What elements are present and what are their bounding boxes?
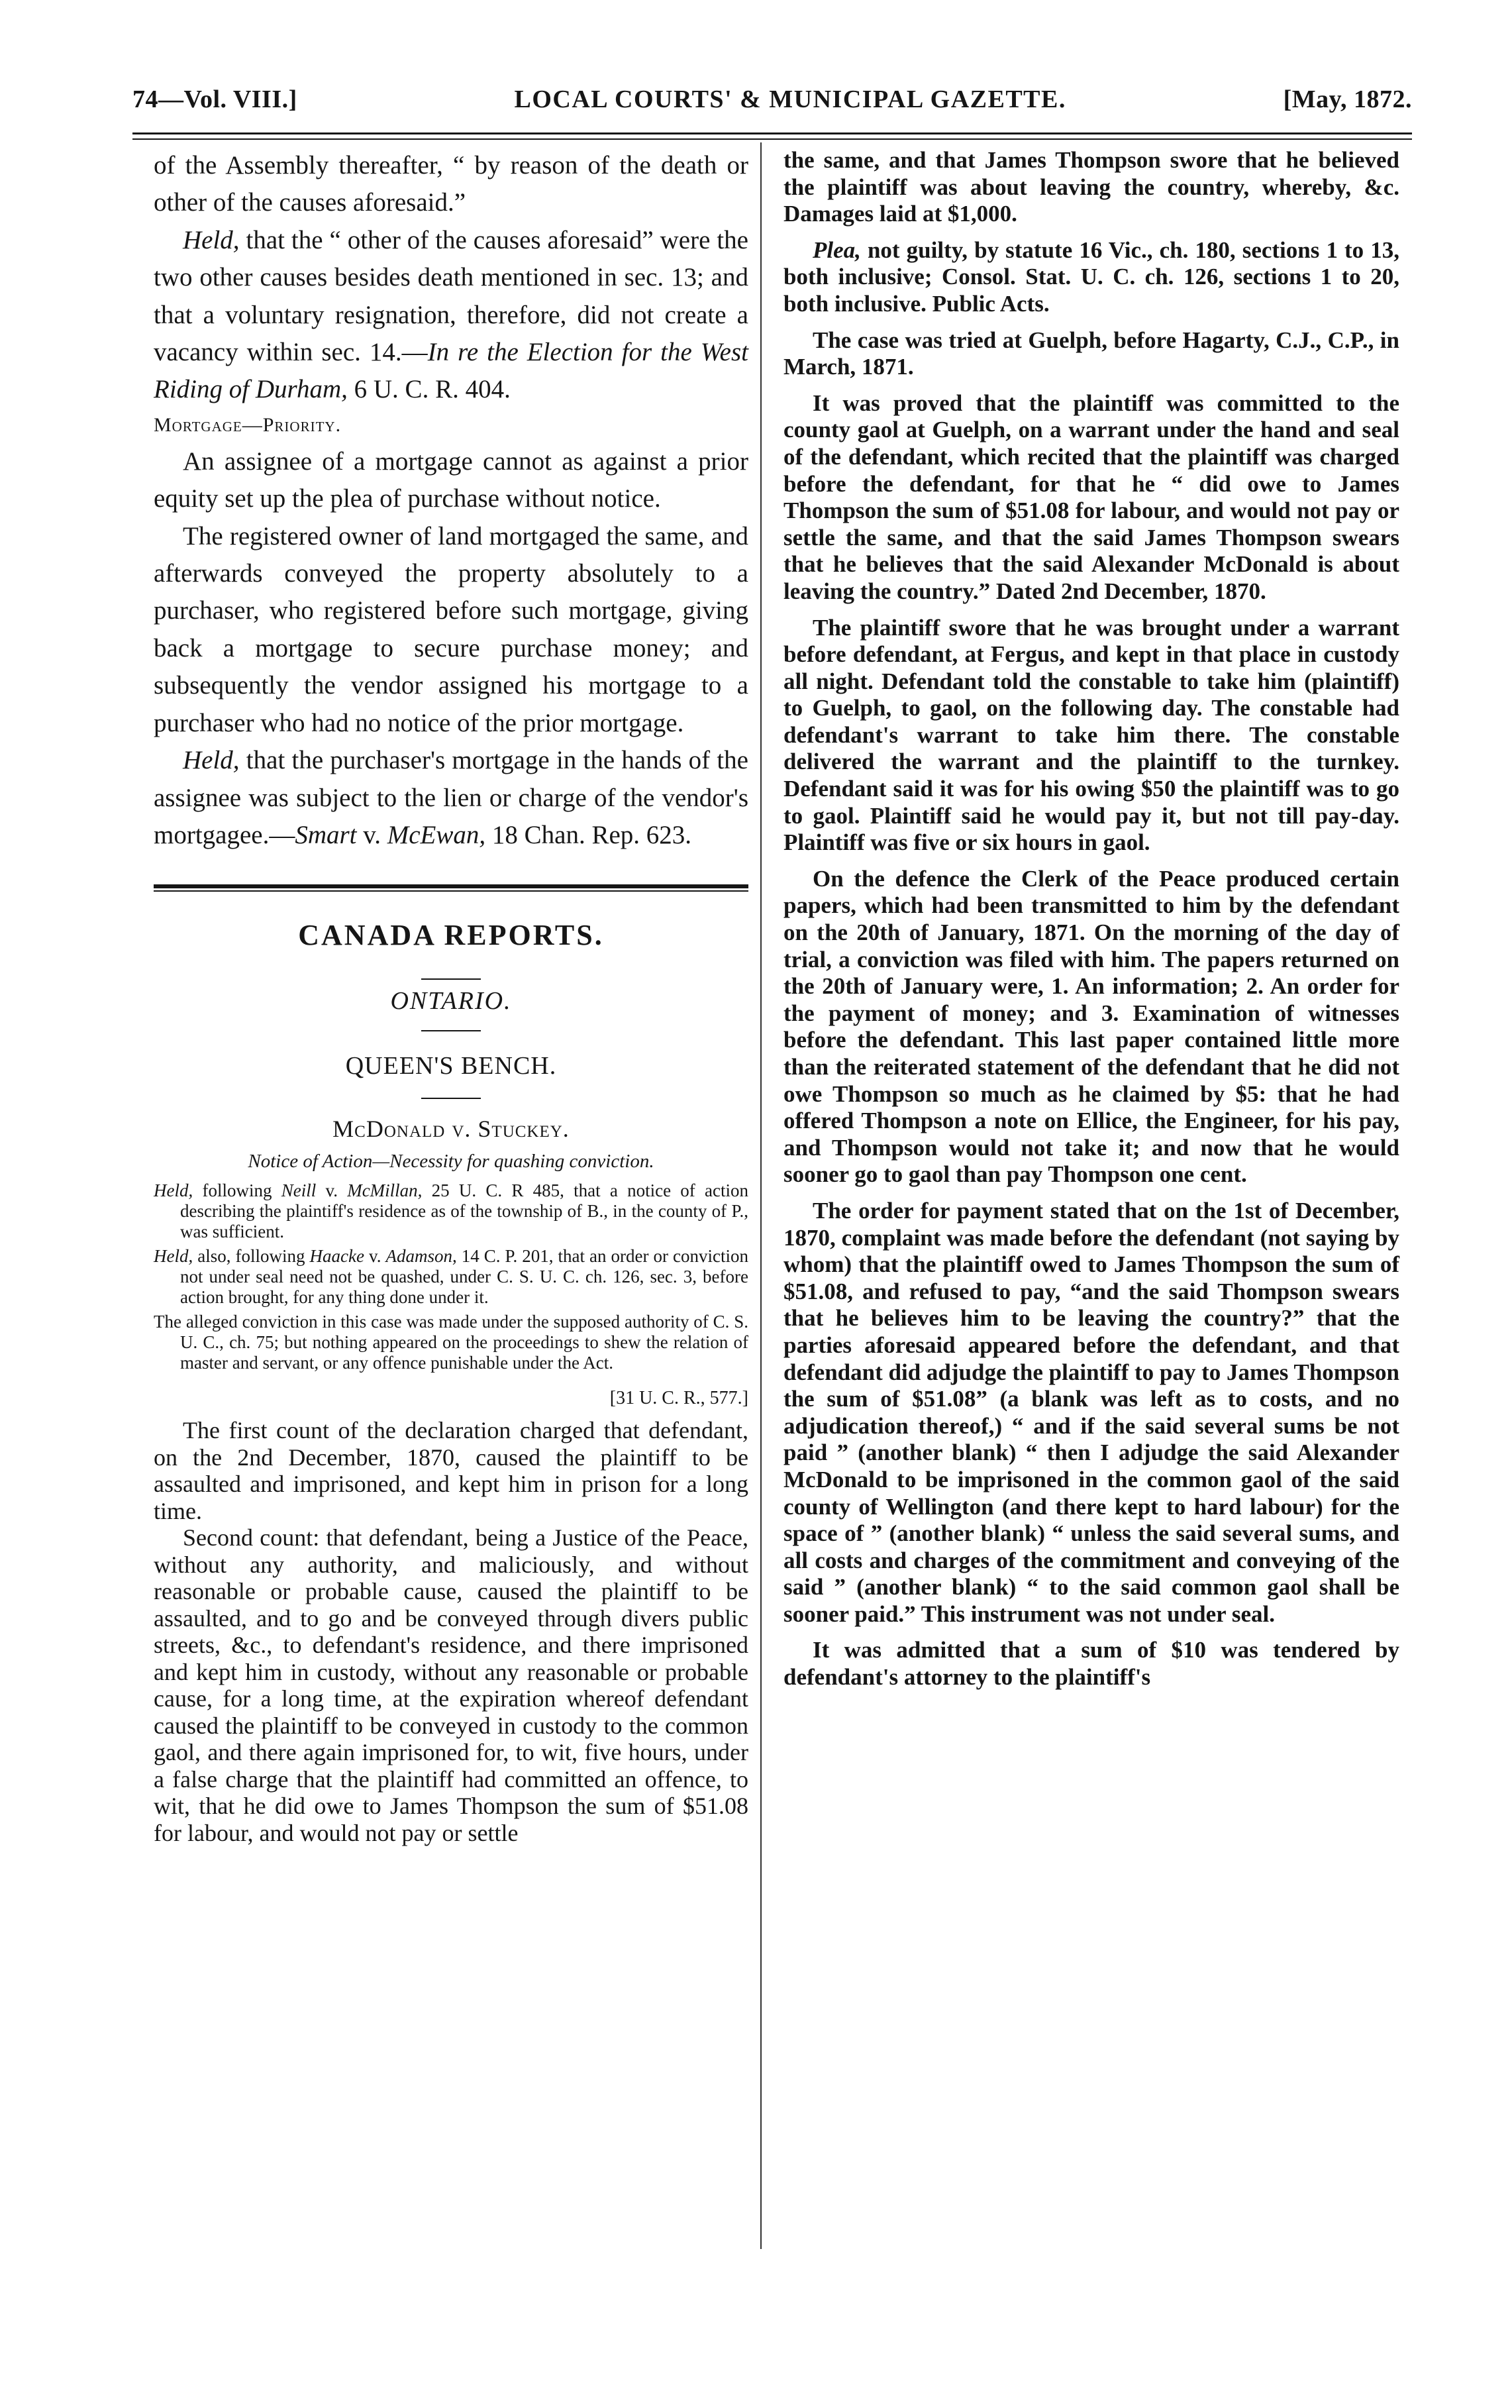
paragraph: The first count of the declaration charged that defendant, on the 2nd December, 1870, caused the plaintiff to be assaulted and imprisoned, and kept him in prison for a long time.: [154, 1417, 748, 1524]
case-citation: 18 Chan. Rep. 623.: [485, 820, 692, 849]
header-volume: 74—Vol. VIII.]: [132, 85, 297, 113]
case-name: McMillan,: [347, 1180, 423, 1201]
held-label: Held,: [183, 746, 240, 775]
held-label: Held,: [183, 225, 240, 254]
headnote-text: 25 U. C. R 485, that a notice of action describing the plaintiff's residence as of the township of B., in the county of P., was sufficient.: [180, 1180, 749, 1242]
case-name: Neill: [281, 1180, 317, 1201]
case-citation: 6 U. C. R. 404.: [347, 375, 511, 404]
paragraph: [783, 237, 1399, 318]
paragraph: [154, 742, 748, 854]
section-rule: [154, 884, 748, 892]
headnote: The alleged conviction in this case was made under the supposed authority of C. S. U. C., ch. 75; but nothing appeared on the proceedings to shew the relation of master and servant, or any offence punishable under the Act.: [154, 1312, 748, 1373]
headnote: [154, 1246, 748, 1308]
versus: v.: [364, 1246, 386, 1267]
left-mortgage-text: [154, 443, 748, 854]
report-citation: [31 U. C. R., 577.]: [609, 1388, 748, 1409]
paragraph: The registered owner of land mortgaged the same, and afterwards conveyed the property absolutely to a purchaser, who registered before such mortgage, giving back a mortgage to secure purchase money; and subsequently the vendor assigned his mortgage to a purchaser who had no notice of the prior mortgage.: [154, 521, 748, 737]
paragraph: The case was tried at Guelph, before Hagarty, C.J., C.P., in March, 1871.: [783, 327, 1399, 380]
page-header: [132, 85, 1412, 125]
left-upper-text: [154, 147, 748, 409]
case-name: Adamson,: [385, 1246, 457, 1267]
paragraph: The order for payment stated that on the 1st of December, 1870, complaint was made before the defendant (not saying by whom) that the plaintiff owed to James Thompson the sum of $51.08, and refused to pay, “and the said Thompson swears that he believes him to be leaving the country?” that the parties aforesaid appeared before the defendant, and that defendant did adjudge the plaintiff to pay to James Thompson the sum of $51.08” (a blank was left as to costs, and no adjudication thereof,) “ and if the said several sums be not paid ” (another blank) “ then I adjudge the said Alexander McDonald to be imprisoned in the common gaol of the said county of Wellington (and there kept to hard labour) for the space of ” (another blank) “ unless the said several sums, and all costs and charges of the commitment and conveying of the said ” (another blank) “ to the said common gaol shall be sooner paid.” This instrument was not under seal.: [783, 1197, 1399, 1627]
headnote-text: 14 C. P. 201, that an order or conviction not under seal need not be quashed, under C. S. U. C. ch. 126, sec. 3, before action brought, for any thing done under it.: [180, 1246, 748, 1308]
left-column: [154, 147, 748, 1846]
paragraph: of the Assembly thereafter, “ by reason of the death or other of the causes aforesaid.”: [154, 151, 748, 217]
paragraph-text: not guilty, by statute 16 Vic., ch. 180, sections 1 to 13, both inclusive; Consol. Stat. U. C. ch. 126, sections 1 to 20, both inclusive. Public Acts.: [783, 236, 1399, 317]
paragraph: An assignee of a mortgage cannot as against a prior equity set up the plea of purchase without notice.: [154, 446, 748, 513]
case-name: Haacke: [309, 1246, 364, 1267]
versus: v.: [316, 1180, 348, 1201]
held-label: Held,: [154, 1246, 193, 1267]
short-rule: [421, 1098, 481, 1099]
paragraph: The plaintiff swore that he was brought under a warrant before defendant, at Fergus, and kept in that place in custody all night. Defendant told the constable to take him (plaintiff) to Guelph, to gaol, on the following day. The constable had defendant's warrant to take him there. The constable delivered the warrant and the plaintiff to the turnkey. Defendant said it was for his owing $50 the plaintiff was to go to gaol. Plaintiff said he would pay it, but not till pay-day. Plaintiff was five or six hours in gaol.: [783, 614, 1399, 856]
headnote-text: following: [193, 1180, 281, 1201]
headnote-text: also, following: [193, 1246, 310, 1267]
column-divider: [760, 142, 762, 2249]
section-heading: Mortgage—Priority.: [154, 413, 342, 436]
section-title: CANADA REPORTS.: [298, 919, 604, 952]
paragraph: the same, and that James Thompson swore that he believed the plaintiff was about leaving the country, whereby, &c. Damages laid at $1,000.: [783, 147, 1399, 227]
case-name: McEwan,: [387, 820, 486, 849]
paragraph-text: that the purchaser's mortgage in the hands of the assignee was subject to the lien or charge of the vendor's mortgagee.—: [154, 746, 748, 849]
left-lower-text: [154, 1417, 748, 1846]
court-title: QUEEN'S BENCH.: [345, 1052, 557, 1080]
short-rule: [421, 1030, 481, 1031]
case-title: McDonald v. Stuckey.: [332, 1116, 570, 1143]
province-title: ONTARIO.: [390, 987, 512, 1016]
plea-label: Plea,: [813, 236, 861, 263]
paragraph: On the defence the Clerk of the Peace produced certain papers, which had been transmitted to him by the defendant on the 20th of January, 1871. On the morning of the day of trial, a conviction was filed with him. The papers returned on the 20th of January were, 1. An information; 2. An order for the payment of money; and 3. Examination of witnesses before the defendant. This last paper contained little more than the reiterated statement of the defendant that he did not owe Thompson so much as he claimed by $5: that he had offered Thompson a note on Ellice, the Engineer, for his pay, and Thompson would not take it; and now that he would sooner go to gaol than pay Thompson one cent.: [783, 865, 1399, 1188]
held-label: Held,: [154, 1180, 193, 1201]
paragraph: Second count: that defendant, being a Justice of the Peace, without any authority, and maliciously, and without reasonable or probable cause, caused the plaintiff to be assaulted, and to go and be conveyed through divers public streets, &c., to defendant's residence, and there imprisoned and kept him in custody, without any reasonable or probable cause, for a long time, at the expiration whereof defendant caused the plaintiff to be conveyed in custody to the common gaol, and there again imprisoned for, to wit, five hours, under a false charge that the plaintiff had committed an offence, to wit, that he did owe to James Thompson the sum of $51.08 for labour, and would not pay or settle: [154, 1524, 748, 1846]
paragraph: [154, 222, 748, 409]
case-name: Smart: [295, 820, 357, 849]
header-title: LOCAL COURTS' & MUNICIPAL GAZETTE.: [514, 85, 1066, 113]
paragraph-text: that the “ other of the causes aforesaid” were the two other causes besides death mentioned in sec. 13; and that a voluntary resignation, therefore, did not create a vacancy within sec. 14.—: [154, 225, 748, 367]
right-column: [783, 147, 1399, 1691]
case-subject: Notice of Action—Necessity for quashing conviction.: [248, 1151, 654, 1173]
header-date: [May, 1872.: [1283, 85, 1412, 113]
headnote: [154, 1180, 748, 1242]
case-name: In re the Election for the West Riding of Durham,: [154, 338, 748, 404]
header-rule: [132, 132, 1412, 140]
paragraph: It was admitted that a sum of $10 was tendered by defendant's attorney to the plaintiff's: [783, 1637, 1399, 1691]
paragraph: It was proved that the plaintiff was committed to the county gaol at Guelph, on a warrant under the hand and seal of the defendant, which recited that the plaintiff was charged before the defendant, for that he “ did owe to James Thompson the sum of $51.08 for labour, and would not pay or settle the same, and that the said James Thompson swears that he believes that the said Alexander McDonald is about leaving the country.” Dated 2nd December, 1870.: [783, 390, 1399, 604]
short-rule: [421, 978, 481, 980]
versus: v.: [356, 820, 387, 849]
